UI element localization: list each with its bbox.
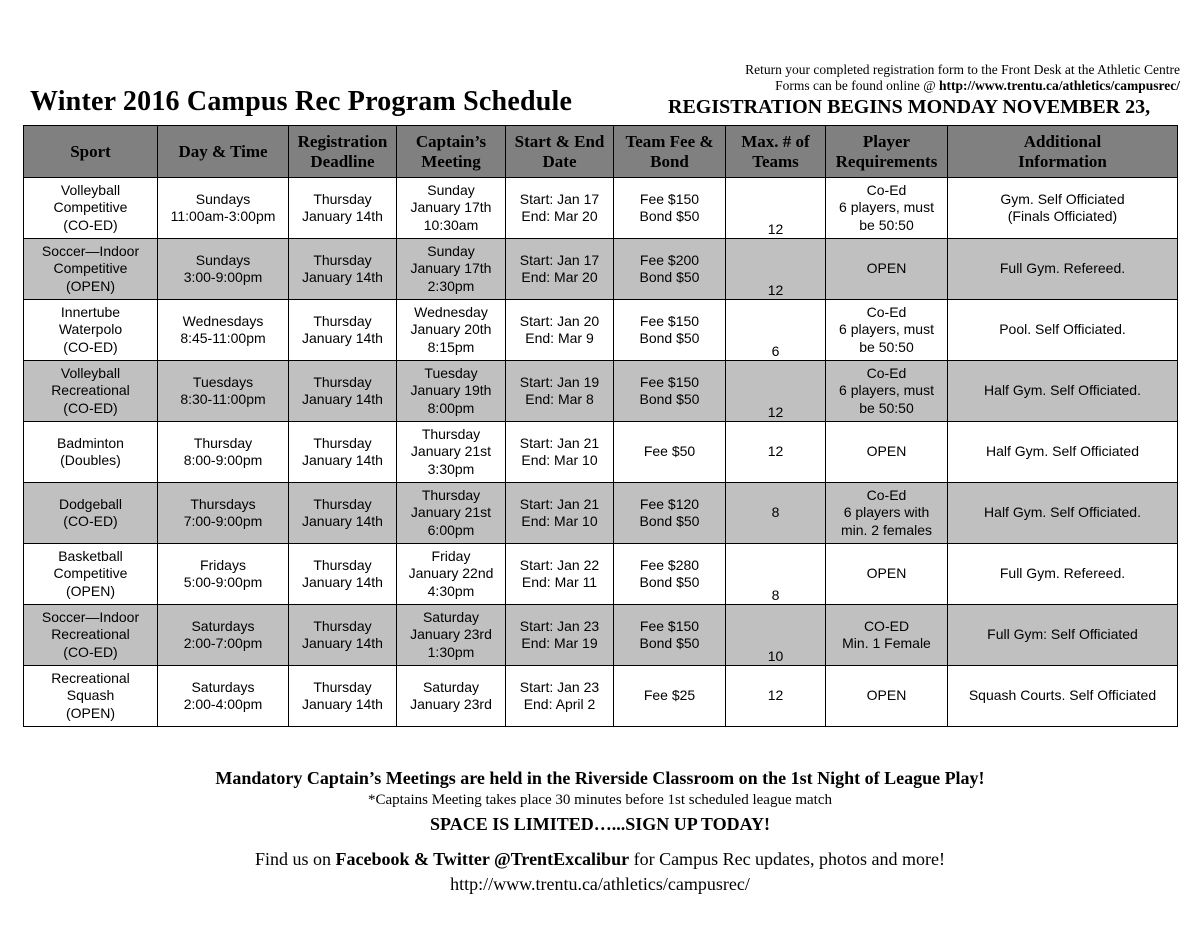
- cell-text: Sunday January 17th 2:30pm: [410, 242, 492, 294]
- cell-additional-information: [948, 666, 1178, 727]
- cell-day-time: [158, 239, 289, 300]
- cell-captains-meeting: [397, 178, 506, 239]
- cell-text: Saturdays 2:00-7:00pm: [183, 617, 263, 651]
- column-header-start-end-date: [506, 126, 614, 178]
- cell-text: 12: [767, 281, 784, 298]
- cell-text: Co-Ed 6 players with min. 2 females: [840, 486, 933, 538]
- column-header-label: Additional Information: [1018, 131, 1107, 171]
- cell-text: 8: [771, 504, 780, 521]
- table-row: [24, 483, 1178, 544]
- captains-meeting-note: *Captains Meeting takes place 30 minutes before 1st scheduled league match: [367, 792, 833, 808]
- cell-text: 12: [767, 443, 784, 460]
- cell-team-fee-bond: [614, 422, 726, 483]
- column-header-registration-deadline: [289, 126, 397, 178]
- column-header-label: Captain’s Meeting: [415, 131, 487, 171]
- cell-captains-meeting: [397, 422, 506, 483]
- cell-text: Sundays 3:00-9:00pm: [183, 251, 263, 285]
- cell-day-time: [158, 544, 289, 605]
- forms-url-link[interactable]: http://www.trentu.ca/athletics/campusrec/: [939, 78, 1180, 93]
- cell-text: Thursday January 14th: [302, 190, 383, 224]
- cell-text: Start: Jan 21 End: Mar 10: [519, 495, 600, 529]
- cell-text: Fee $25: [643, 687, 696, 704]
- cell-text: Friday January 22nd 4:30pm: [408, 547, 494, 599]
- cell-text: Fee $150 Bond $50: [639, 373, 700, 407]
- column-header-additional-information: [948, 126, 1178, 178]
- cell-text: OPEN: [866, 565, 907, 582]
- cell-text: Volleyball Recreational (CO-ED): [51, 364, 130, 416]
- cell-text: Fridays 5:00-9:00pm: [183, 556, 263, 590]
- table-row: [24, 666, 1178, 727]
- cell-max-teams: [726, 422, 826, 483]
- return-instructions: [745, 62, 1180, 94]
- cell-text: Fee $150 Bond $50: [639, 312, 700, 346]
- cell-player-requirements: [826, 544, 948, 605]
- cell-text: 12: [767, 220, 784, 237]
- cell-day-time: [158, 605, 289, 666]
- cell-sport: [24, 544, 158, 605]
- cell-text: 12: [767, 687, 784, 704]
- cell-additional-information: [948, 239, 1178, 300]
- cell-text: OPEN: [866, 687, 907, 704]
- registration-begins: REGISTRATION BEGINS MONDAY NOVEMBER 23,: [668, 96, 1151, 118]
- cell-text: Soccer—Indoor Recreational (CO-ED): [41, 608, 140, 660]
- cell-text: Wednesdays 8:45-11:00pm: [180, 312, 266, 346]
- cell-text: Half Gym. Self Officiated: [985, 443, 1139, 460]
- cell-text: Start: Jan 17 End: Mar 20: [519, 251, 600, 285]
- cell-day-time: [158, 483, 289, 544]
- cell-captains-meeting: [397, 544, 506, 605]
- column-header-label: Team Fee & Bond: [625, 131, 714, 171]
- cell-text: Start: Jan 23 End: Mar 19: [519, 617, 600, 651]
- cell-player-requirements: [826, 666, 948, 727]
- cell-sport: [24, 605, 158, 666]
- cell-captains-meeting: [397, 239, 506, 300]
- cell-start-end-date: [506, 300, 614, 361]
- cell-start-end-date: [506, 544, 614, 605]
- cell-text: CO-ED Min. 1 Female: [842, 617, 931, 651]
- cell-day-time: [158, 300, 289, 361]
- cell-sport: [24, 300, 158, 361]
- cell-sport: [24, 239, 158, 300]
- column-header-player-requirements: [826, 126, 948, 178]
- cell-text: Start: Jan 23 End: April 2: [519, 678, 600, 712]
- cell-player-requirements: [826, 178, 948, 239]
- cell-additional-information: [948, 544, 1178, 605]
- return-line: Return your completed registration form to the Front Desk at the Athletic Centre: [745, 62, 1180, 77]
- column-header-label: Player Requirements: [835, 131, 938, 171]
- column-header-label: Sport: [70, 141, 111, 161]
- cell-text: Basketball Competitive (OPEN): [53, 547, 128, 599]
- cell-text: Tuesday January 19th 8:00pm: [410, 364, 492, 416]
- forms-line: [745, 78, 1180, 94]
- cell-team-fee-bond: [614, 666, 726, 727]
- cell-text: Volleyball Competitive (CO-ED): [53, 181, 128, 233]
- cell-text: Thursday January 14th: [302, 251, 383, 285]
- cell-registration-deadline: [289, 666, 397, 727]
- cell-text: Wednesday January 20th 8:15pm: [410, 303, 492, 355]
- column-header-captains-meeting: [397, 126, 506, 178]
- cell-day-time: [158, 178, 289, 239]
- cell-registration-deadline: [289, 605, 397, 666]
- cell-text: Full Gym. Refereed.: [999, 565, 1126, 582]
- cell-text: Thursday 8:00-9:00pm: [183, 434, 263, 468]
- cell-registration-deadline: [289, 422, 397, 483]
- cell-text: Sunday January 17th 10:30am: [410, 181, 492, 233]
- cell-text: Co-Ed 6 players, must be 50:50: [839, 364, 934, 416]
- social-handle-link[interactable]: Facebook & Twitter @TrentExcalibur: [335, 849, 630, 869]
- cell-text: Tuesdays 8:30-11:00pm: [180, 373, 266, 407]
- cell-text: Co-Ed 6 players, must be 50:50: [839, 303, 934, 355]
- cell-max-teams: [726, 544, 826, 605]
- cell-registration-deadline: [289, 361, 397, 422]
- cell-text: Thursday January 21st 6:00pm: [410, 486, 492, 538]
- cell-registration-deadline: [289, 178, 397, 239]
- mandatory-meetings-note: Mandatory Captain’s Meetings are held in the Riverside Classroom on the 1st Night of League Play!: [215, 768, 985, 788]
- cell-registration-deadline: [289, 544, 397, 605]
- cell-text: Fee $200 Bond $50: [639, 251, 700, 285]
- cell-max-teams: [726, 605, 826, 666]
- cell-text: Thursday January 14th: [302, 678, 383, 712]
- cell-start-end-date: [506, 605, 614, 666]
- social-suffix: for Campus Rec updates, photos and more!: [629, 849, 946, 869]
- cell-text: 8: [771, 586, 780, 603]
- cell-player-requirements: [826, 300, 948, 361]
- cell-text: Fee $150 Bond $50: [639, 190, 700, 224]
- cell-day-time: [158, 422, 289, 483]
- cell-text: Full Gym. Refereed.: [999, 260, 1126, 277]
- table-row: [24, 361, 1178, 422]
- cell-start-end-date: [506, 483, 614, 544]
- cell-text: Thursday January 14th: [302, 434, 383, 468]
- cell-text: Saturdays 2:00-4:00pm: [183, 678, 263, 712]
- column-header-label: Day & Time: [178, 141, 268, 161]
- cell-sport: [24, 422, 158, 483]
- cell-player-requirements: [826, 483, 948, 544]
- cell-player-requirements: [826, 239, 948, 300]
- cell-additional-information: [948, 300, 1178, 361]
- table-header-row: [24, 126, 1178, 178]
- column-header-day-time: [158, 126, 289, 178]
- cell-captains-meeting: [397, 666, 506, 727]
- schedule-table: [23, 125, 1178, 727]
- cell-team-fee-bond: [614, 605, 726, 666]
- cell-text: Co-Ed 6 players, must be 50:50: [839, 181, 934, 233]
- cell-captains-meeting: [397, 300, 506, 361]
- cell-sport: [24, 361, 158, 422]
- cell-text: Start: Jan 21 End: Mar 10: [519, 434, 600, 468]
- cell-text: Gym. Self Officiated (Finals Officiated): [1000, 190, 1125, 224]
- cell-text: Fee $120 Bond $50: [639, 495, 700, 529]
- table-row: [24, 300, 1178, 361]
- cell-start-end-date: [506, 178, 614, 239]
- cell-text: Start: Jan 22 End: Mar 11: [519, 556, 600, 590]
- cell-sport: [24, 666, 158, 727]
- cell-max-teams: [726, 178, 826, 239]
- cell-max-teams: [726, 361, 826, 422]
- cell-text: Start: Jan 17 End: Mar 20: [519, 190, 600, 224]
- page-title: Winter 2016 Campus Rec Program Schedule: [30, 86, 573, 117]
- campusrec-url-link[interactable]: http://www.trentu.ca/athletics/campusrec/: [450, 874, 750, 894]
- cell-player-requirements: [826, 361, 948, 422]
- column-header-label: Max. # of Teams: [741, 131, 810, 171]
- cell-team-fee-bond: [614, 483, 726, 544]
- table-row: [24, 178, 1178, 239]
- cell-text: Start: Jan 19 End: Mar 8: [519, 373, 600, 407]
- cell-text: Half Gym. Self Officiated.: [984, 382, 1141, 399]
- cell-sport: [24, 483, 158, 544]
- cell-max-teams: [726, 666, 826, 727]
- cell-player-requirements: [826, 605, 948, 666]
- cell-text: Thursday January 21st 3:30pm: [410, 425, 492, 477]
- cell-text: Recreational Squash (OPEN): [51, 669, 130, 721]
- table-body: [24, 178, 1178, 727]
- cell-additional-information: [948, 422, 1178, 483]
- table-row: [24, 239, 1178, 300]
- cell-text: Start: Jan 20 End: Mar 9: [519, 312, 600, 346]
- cell-additional-information: [948, 361, 1178, 422]
- cell-team-fee-bond: [614, 178, 726, 239]
- cell-start-end-date: [506, 239, 614, 300]
- cell-text: Saturday January 23rd 1:30pm: [410, 608, 492, 660]
- cell-text: Pool. Self Officiated.: [999, 321, 1126, 338]
- cell-text: Thursdays 7:00-9:00pm: [183, 495, 263, 529]
- table-row: [24, 422, 1178, 483]
- cell-registration-deadline: [289, 300, 397, 361]
- cell-additional-information: [948, 605, 1178, 666]
- cell-day-time: [158, 361, 289, 422]
- cell-max-teams: [726, 239, 826, 300]
- cell-captains-meeting: [397, 361, 506, 422]
- cell-text: Badminton (Doubles): [57, 434, 124, 468]
- cell-registration-deadline: [289, 239, 397, 300]
- table-row: [24, 605, 1178, 666]
- cell-start-end-date: [506, 361, 614, 422]
- cell-text: 6: [771, 342, 780, 359]
- cell-additional-information: [948, 483, 1178, 544]
- forms-prefix: Forms can be found online @: [775, 78, 940, 93]
- cell-team-fee-bond: [614, 239, 726, 300]
- cell-team-fee-bond: [614, 361, 726, 422]
- cell-text: Soccer—Indoor Competitive (OPEN): [41, 242, 140, 294]
- cell-captains-meeting: [397, 483, 506, 544]
- cell-team-fee-bond: [614, 300, 726, 361]
- cell-text: Fee $150 Bond $50: [639, 617, 700, 651]
- social-line: [0, 849, 1200, 870]
- social-prefix: Find us on: [254, 849, 336, 869]
- cell-text: Saturday January 23rd: [410, 678, 492, 712]
- column-header-max-teams: [726, 126, 826, 178]
- cell-max-teams: [726, 300, 826, 361]
- cell-text: Innertube Waterpolo (CO-ED): [58, 303, 123, 355]
- cell-team-fee-bond: [614, 544, 726, 605]
- cell-text: 10: [767, 647, 784, 664]
- cell-registration-deadline: [289, 483, 397, 544]
- cell-additional-information: [948, 178, 1178, 239]
- cell-player-requirements: [826, 422, 948, 483]
- cell-day-time: [158, 666, 289, 727]
- cell-start-end-date: [506, 666, 614, 727]
- cell-text: Sundays 11:00am-3:00pm: [170, 190, 276, 224]
- space-limited-note: SPACE IS LIMITED…...SIGN UP TODAY!: [430, 814, 770, 834]
- cell-captains-meeting: [397, 605, 506, 666]
- cell-start-end-date: [506, 422, 614, 483]
- cell-text: Fee $280 Bond $50: [639, 556, 700, 590]
- cell-text: Thursday January 14th: [302, 312, 383, 346]
- column-header-sport: [24, 126, 158, 178]
- cell-text: Squash Courts. Self Officiated: [968, 687, 1157, 704]
- table-row: [24, 544, 1178, 605]
- cell-text: Thursday January 14th: [302, 556, 383, 590]
- cell-max-teams: [726, 483, 826, 544]
- cell-text: Fee $50: [643, 443, 696, 460]
- cell-sport: [24, 178, 158, 239]
- cell-text: Half Gym. Self Officiated.: [984, 504, 1141, 521]
- cell-text: Dodgeball (CO-ED): [58, 495, 123, 529]
- cell-text: Thursday January 14th: [302, 373, 383, 407]
- cell-text: Full Gym: Self Officiated: [987, 626, 1138, 643]
- cell-text: 12: [767, 403, 784, 420]
- column-header-team-fee-bond: [614, 126, 726, 178]
- cell-text: OPEN: [866, 443, 907, 460]
- cell-text: Thursday January 14th: [302, 617, 383, 651]
- cell-text: OPEN: [866, 260, 907, 277]
- cell-text: Thursday January 14th: [302, 495, 383, 529]
- column-header-label: Start & End Date: [514, 131, 605, 171]
- column-header-label: Registration Deadline: [297, 131, 388, 171]
